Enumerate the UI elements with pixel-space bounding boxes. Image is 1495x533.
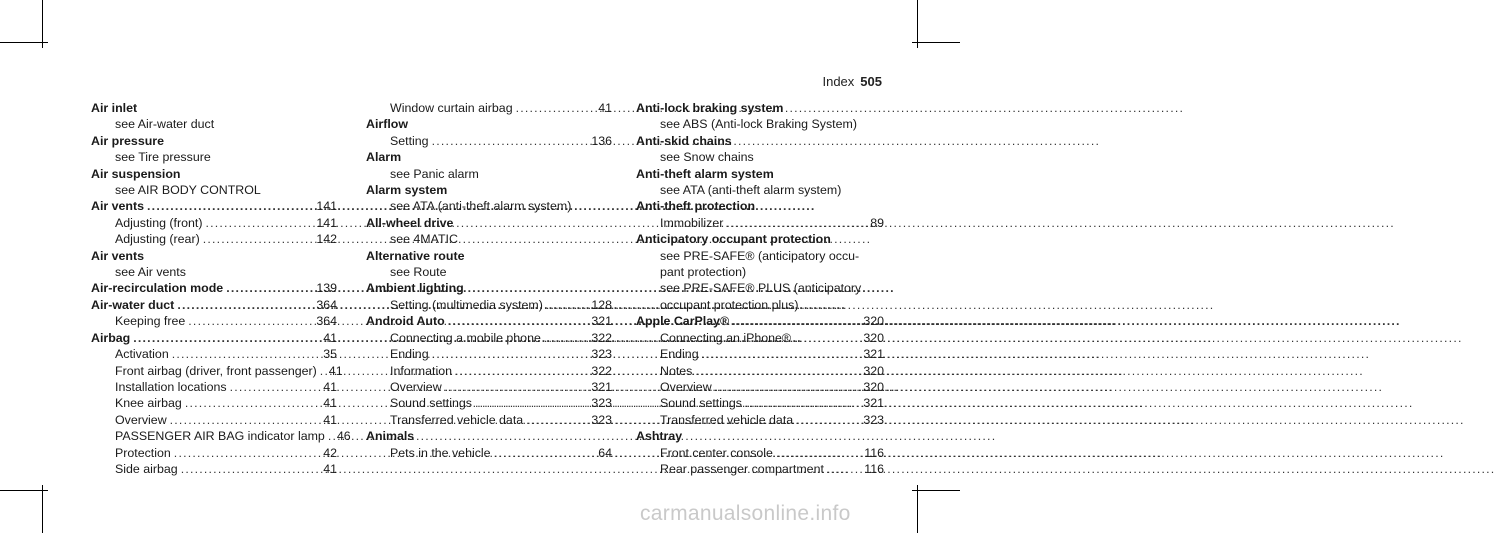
leader-dots bbox=[181, 461, 321, 477]
index-subentry bbox=[636, 445, 884, 461]
leader-dots bbox=[695, 363, 860, 379]
index-subentry bbox=[91, 379, 337, 395]
page-ref: 141 bbox=[316, 199, 337, 214]
index-subentry bbox=[91, 395, 337, 411]
index-subentry bbox=[636, 215, 884, 231]
page-ref: 323 bbox=[591, 412, 612, 427]
index-subentry bbox=[91, 313, 337, 329]
index-subentry-text: see Air vents bbox=[115, 265, 186, 280]
index-subentry-text: Transferred vehicle data bbox=[390, 412, 524, 427]
leader-dots bbox=[516, 100, 596, 116]
index-subentry bbox=[636, 412, 884, 428]
leader-dots bbox=[432, 346, 589, 362]
index-subentry-text: Immobilizer bbox=[660, 215, 724, 230]
index-subentry bbox=[636, 363, 884, 379]
page-ref: 321 bbox=[591, 314, 612, 329]
index-entry bbox=[366, 149, 612, 182]
index-subentry bbox=[636, 379, 884, 395]
crop-mark bbox=[912, 490, 960, 491]
index-subentry-text: pant protection) bbox=[660, 265, 747, 280]
index-term: Anti-lock braking system bbox=[636, 101, 784, 115]
index-entry bbox=[636, 198, 884, 231]
index-term: Anticipatory occupant protection bbox=[636, 232, 831, 247]
page-ref: 64 bbox=[598, 445, 612, 460]
page-ref: 136 bbox=[591, 133, 612, 148]
index-subentry-text: Setting bbox=[390, 133, 429, 148]
index-subentry-text: Adjusting (rear) bbox=[115, 232, 200, 247]
index-entry bbox=[91, 248, 337, 281]
leader-dots bbox=[732, 313, 860, 329]
index-subentry bbox=[366, 379, 612, 395]
index-subentry-text: Ending bbox=[660, 347, 699, 362]
index-term: Ashtray bbox=[636, 429, 683, 444]
index-subentry bbox=[91, 412, 337, 428]
index-entry bbox=[366, 428, 612, 461]
index-subentry-text: see Snow chains bbox=[660, 150, 754, 165]
index-term: Alarm bbox=[366, 150, 402, 165]
leader-dots bbox=[185, 395, 320, 411]
index-column-2 bbox=[366, 100, 612, 461]
crop-mark bbox=[917, 0, 918, 48]
page-header bbox=[822, 74, 882, 89]
page-ref: 139 bbox=[316, 281, 337, 296]
crop-mark bbox=[42, 485, 43, 533]
index-term-text: Air vents bbox=[91, 199, 145, 214]
page-ref: 46 bbox=[336, 429, 351, 444]
index-column-1 bbox=[91, 100, 351, 477]
index-entry bbox=[91, 297, 337, 330]
index-entry bbox=[366, 215, 612, 248]
page-ref: 116 bbox=[864, 461, 884, 476]
index-subentry bbox=[636, 330, 884, 346]
index-subentry bbox=[636, 346, 884, 362]
index-subentry-text: Front center console bbox=[660, 445, 773, 460]
page-ref: 321 bbox=[863, 347, 884, 362]
leader-dots bbox=[715, 379, 861, 395]
index-subentry bbox=[366, 346, 612, 362]
page-ref: 322 bbox=[591, 330, 612, 345]
index-subentry-text: see 4MATIC bbox=[390, 232, 458, 247]
crop-mark bbox=[42, 0, 43, 48]
index-subentry bbox=[91, 149, 337, 165]
leader-dots bbox=[526, 412, 588, 428]
index-subentry-text: see Route bbox=[390, 265, 447, 280]
index-entry bbox=[91, 166, 337, 199]
crop-mark bbox=[0, 42, 48, 43]
index-subentry bbox=[636, 149, 884, 165]
index-subentry bbox=[366, 198, 612, 214]
page-ref: 41 bbox=[328, 363, 343, 378]
leader-dots bbox=[147, 198, 313, 214]
index-subentry-text: see Panic alarm bbox=[390, 166, 479, 181]
index-subentry-text: Installation locations bbox=[115, 379, 227, 394]
index-subentry-text: see ABS (Anti-lock Braking System) bbox=[660, 117, 857, 132]
leader-dots bbox=[172, 346, 320, 362]
leader-dots bbox=[726, 215, 867, 231]
page-ref: 323 bbox=[863, 412, 884, 427]
index-subentry-text: Setting (multimedia system) bbox=[390, 297, 543, 312]
crop-mark bbox=[912, 42, 960, 43]
page-ref: 142 bbox=[316, 232, 337, 247]
index-subentry bbox=[636, 264, 884, 280]
index-entry bbox=[366, 116, 612, 149]
index-term bbox=[91, 198, 337, 214]
index-subentry-text: Keeping free bbox=[115, 314, 186, 329]
index-subentry-text: Overview bbox=[390, 379, 442, 394]
page-ref: 42 bbox=[323, 445, 337, 460]
index-term: Air pressure bbox=[91, 133, 165, 148]
page-ref: 141 bbox=[316, 215, 337, 230]
page-ref: 323 bbox=[591, 396, 612, 411]
leader-dots bbox=[133, 330, 320, 346]
index-subentry bbox=[636, 395, 884, 411]
index-subentry bbox=[91, 231, 337, 247]
index-subentry bbox=[91, 215, 337, 231]
index-subentry-text: occupant protection plus) bbox=[660, 297, 799, 312]
page-ref: 116 bbox=[864, 445, 884, 460]
index-subentry-text: Side airbag bbox=[115, 461, 178, 476]
leader-dots bbox=[794, 330, 860, 346]
page-ref: 41 bbox=[598, 101, 612, 115]
index-subentry bbox=[636, 280, 884, 296]
crop-mark bbox=[0, 490, 48, 491]
index-term: Ambient lighting bbox=[366, 281, 464, 296]
leader-dots bbox=[170, 412, 321, 428]
index-subentry-text: PASSENGER AIR BAG indicator lamp bbox=[115, 429, 325, 444]
index-subentry-text: Activation bbox=[115, 347, 169, 362]
index-subentry-text: see PRE-SAFE® (anticipatory occu- bbox=[660, 248, 860, 263]
index-subentry bbox=[91, 346, 337, 362]
index-term: Alarm system bbox=[366, 183, 448, 198]
index-subentry-text: Protection bbox=[115, 445, 171, 460]
leader-dots bbox=[188, 313, 313, 329]
leader-dots bbox=[745, 395, 860, 411]
page-ref: 321 bbox=[863, 396, 884, 411]
index-subentry-text: Transferred vehicle data bbox=[660, 412, 794, 427]
watermark: carmanualsonline.info bbox=[640, 502, 851, 525]
index-subentry bbox=[91, 264, 337, 280]
index-subentry-text: see ATA (anti-theft alarm system) bbox=[390, 199, 572, 214]
page-ref: 322 bbox=[591, 363, 612, 378]
index-entry bbox=[366, 280, 612, 313]
index-subentry bbox=[636, 248, 884, 264]
page-ref: 320 bbox=[863, 314, 884, 329]
header-label: Index bbox=[822, 74, 855, 89]
index-term: Air suspension bbox=[91, 166, 181, 181]
leader-dots bbox=[445, 379, 589, 395]
crop-mark bbox=[917, 485, 918, 533]
index-term: Anti-theft protection bbox=[636, 199, 756, 214]
leader-dots bbox=[432, 133, 589, 149]
leader-dots bbox=[702, 346, 861, 362]
leader-dots bbox=[475, 395, 588, 411]
page-ref: 320 bbox=[863, 330, 884, 345]
index-entry bbox=[91, 330, 351, 478]
index-subentry bbox=[636, 297, 884, 313]
index-subentry-text: Sound settings bbox=[660, 396, 742, 411]
index-subentry bbox=[366, 412, 612, 428]
index-subentry bbox=[366, 264, 612, 280]
index-subentry-text: see Tire pressure bbox=[115, 150, 211, 165]
index-term-text: Apple CarPlay® bbox=[636, 314, 730, 329]
leader-dots bbox=[448, 313, 589, 329]
index-subentry-text: Window curtain airbag bbox=[390, 101, 513, 115]
index-entry bbox=[636, 100, 884, 133]
index-subentry-text: Connecting a mobile phone bbox=[390, 330, 541, 345]
index-subentry-text: see PRE-SAFE® PLUS (anticipatory bbox=[660, 281, 862, 296]
page-ref: 321 bbox=[591, 379, 612, 394]
index-column-3 bbox=[636, 100, 884, 477]
page-ref: 41 bbox=[323, 330, 337, 345]
index-subentry-text: see ATA (anti-theft alarm system) bbox=[660, 183, 842, 198]
index-entry bbox=[91, 198, 337, 247]
page-ref: 320 bbox=[863, 379, 884, 394]
page-ref: 320 bbox=[863, 363, 884, 378]
leader-dots bbox=[320, 363, 326, 379]
index-subentry bbox=[366, 166, 612, 182]
index-term-text: Air-water duct bbox=[91, 297, 175, 312]
index-term: Airflow bbox=[366, 117, 408, 132]
leader-dots bbox=[328, 428, 334, 444]
leader-dots bbox=[796, 412, 860, 428]
index-subentry bbox=[366, 100, 612, 116]
index-subentry-text: Information bbox=[390, 363, 452, 378]
index-entry bbox=[91, 280, 337, 296]
index-entry bbox=[636, 166, 884, 199]
leader-dots bbox=[546, 297, 588, 313]
index-term: Anti-skid chains bbox=[636, 133, 732, 148]
index-entry bbox=[366, 100, 612, 116]
index-subentry bbox=[636, 461, 884, 477]
index-subentry bbox=[91, 116, 337, 132]
index-entry bbox=[366, 182, 612, 215]
index-subentry-text: Connecting an iPhone® bbox=[660, 330, 792, 345]
index-subentry-text: Overview bbox=[115, 412, 167, 427]
index-term-text: Air-recirculation mode bbox=[91, 281, 224, 296]
leader-dots bbox=[494, 445, 596, 461]
index-subentry bbox=[636, 182, 884, 198]
index-entry bbox=[91, 133, 337, 166]
index-subentry bbox=[91, 445, 337, 461]
index-term: Animals bbox=[366, 429, 415, 444]
index-subentry-text: Sound settings bbox=[390, 396, 472, 411]
page-ref: 41 bbox=[323, 461, 337, 476]
index-term: Air inlet bbox=[91, 101, 138, 115]
index-entry bbox=[636, 428, 884, 477]
index-subentry-text: Adjusting (front) bbox=[115, 215, 203, 230]
index-subentry-text: see Air-water duct bbox=[115, 117, 215, 132]
page-ref: 41 bbox=[323, 396, 337, 411]
index-subentry bbox=[366, 133, 612, 149]
index-subentry-text: Rear passenger compartment bbox=[660, 461, 824, 476]
leader-dots bbox=[544, 330, 588, 346]
index-subentry bbox=[91, 363, 343, 379]
index-subentry bbox=[91, 182, 337, 198]
page-ref: 364 bbox=[316, 297, 337, 312]
leader-dots bbox=[226, 280, 313, 296]
index-subentry-text: Front airbag (driver, front passenger) bbox=[115, 363, 317, 378]
index-term bbox=[366, 313, 612, 329]
index-subentry bbox=[366, 297, 612, 313]
index-term bbox=[91, 330, 337, 346]
leader-dots bbox=[174, 445, 320, 461]
index-subentry-text: Knee airbag bbox=[115, 396, 182, 411]
page-ref: 364 bbox=[316, 314, 337, 329]
index-entry bbox=[91, 100, 337, 133]
page-ref: 89 bbox=[870, 215, 884, 230]
leader-dots bbox=[205, 215, 313, 231]
index-subentry bbox=[91, 428, 351, 444]
index-term: Alternative route bbox=[366, 248, 465, 263]
index-term: Anti-theft alarm system bbox=[636, 166, 774, 181]
page-ref: 128 bbox=[591, 297, 612, 312]
leader-dots bbox=[455, 363, 588, 379]
index-subentry bbox=[366, 231, 612, 247]
index-term bbox=[636, 313, 884, 329]
index-term: All-wheel drive bbox=[366, 215, 454, 230]
index-subentry bbox=[366, 363, 612, 379]
index-subentry bbox=[91, 461, 337, 477]
index-subentry bbox=[366, 330, 612, 346]
index-subentry-text: Pets in the vehicle bbox=[390, 445, 491, 460]
index-subentry-text: Notes bbox=[660, 363, 693, 378]
index-entry bbox=[366, 313, 612, 428]
index-term bbox=[91, 280, 337, 296]
index-term: Air vents bbox=[91, 248, 145, 263]
index-subentry bbox=[366, 395, 612, 411]
index-entry bbox=[636, 231, 884, 313]
index-subentry bbox=[366, 445, 612, 461]
leader-dots bbox=[230, 379, 321, 395]
index-entry bbox=[636, 313, 884, 428]
index-subentry-text: see AIR BODY CONTROL bbox=[115, 183, 261, 198]
index-subentry-text: Overview bbox=[660, 379, 712, 394]
page-ref: 41 bbox=[323, 412, 337, 427]
index-term-text: Android Auto bbox=[366, 314, 445, 329]
leader-dots bbox=[177, 297, 313, 313]
page-ref: 323 bbox=[591, 347, 612, 362]
page-ref: 35 bbox=[323, 347, 337, 362]
leader-dots bbox=[776, 445, 861, 461]
index-subentry-text: Ending bbox=[390, 347, 429, 362]
index-entry bbox=[366, 248, 612, 281]
index-subentry bbox=[636, 116, 884, 132]
page-ref: 41 bbox=[323, 379, 337, 394]
index-term-text: Airbag bbox=[91, 330, 131, 345]
index-term bbox=[91, 297, 337, 313]
page-number: 505 bbox=[860, 74, 882, 89]
leader-dots bbox=[827, 461, 861, 477]
leader-dots bbox=[203, 231, 314, 247]
index-entry bbox=[636, 133, 884, 166]
